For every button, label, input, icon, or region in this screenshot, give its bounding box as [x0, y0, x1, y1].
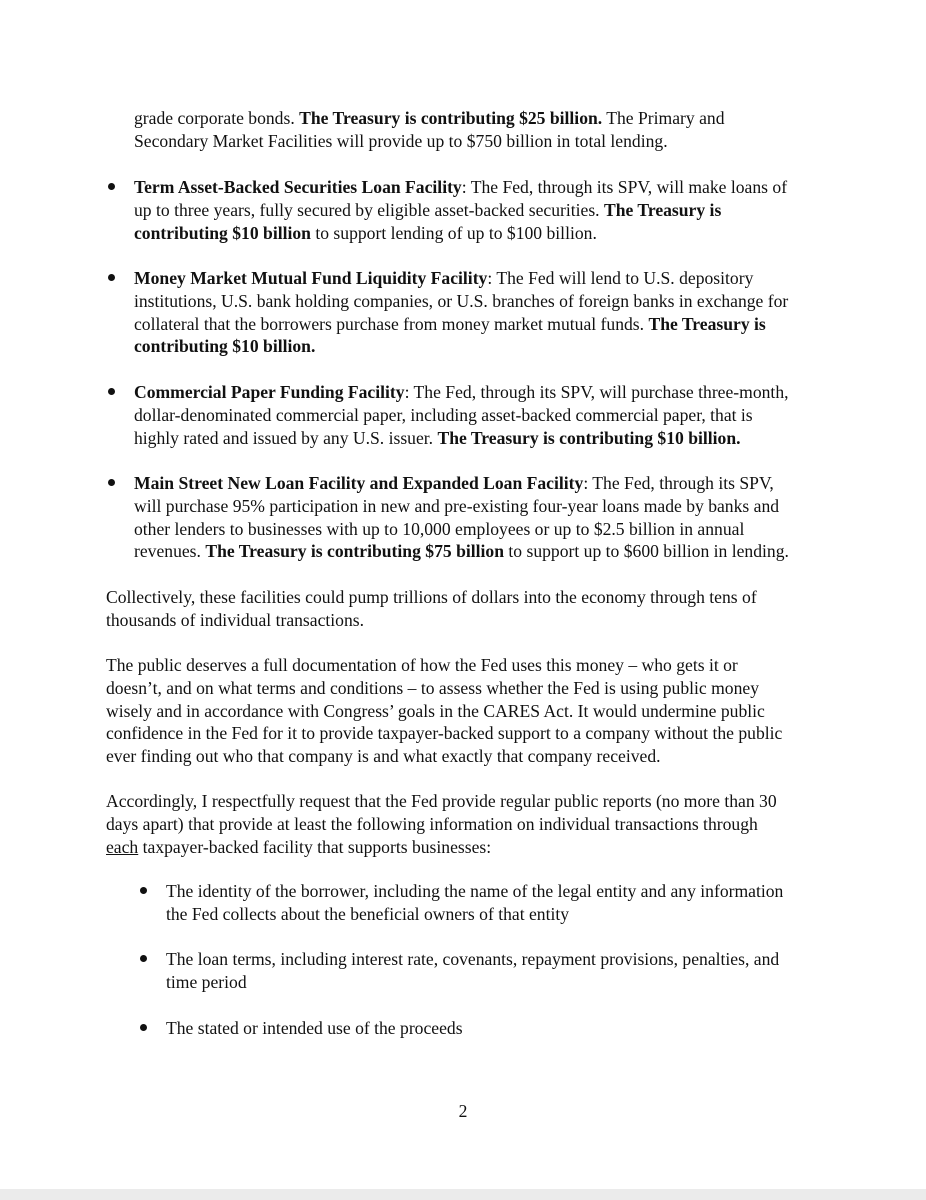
text-run: : The Fed will lend to U.S. depository [487, 268, 754, 288]
text-line: The stated or intended use of the proceeds [166, 1018, 463, 1038]
list-item-use-of-proceeds [166, 1017, 463, 1040]
text-run: : The Fed, through its SPV, [583, 473, 774, 493]
facility-name: Money Market Mutual Fund Liquidity Facility [134, 268, 488, 288]
bullet-icon [108, 479, 115, 486]
facility-item-cpff [134, 381, 789, 449]
bold-text-run: The Treasury is contributing $25 billion. [299, 108, 603, 128]
paragraph-request [106, 790, 777, 858]
bullet-icon [140, 955, 147, 962]
bullet-icon [108, 183, 115, 190]
text-line: days apart) that provide at least the following information on individual transactions through [106, 813, 758, 834]
text-line: other lenders to businesses with up to 10,000 employees or up to $2.5 billion in annual [134, 518, 745, 539]
text-run: to support lending of up to $100 billion. [310, 222, 597, 243]
bold-text-run: The Treasury is [603, 199, 722, 220]
list-item-borrower-identity [166, 880, 783, 926]
text-run: taxpayer-backed facility that supports businesses: [138, 836, 492, 857]
text-line: will purchase 95% participation in new and pre-existing four-year loans made by banks and [134, 495, 780, 516]
facility-item-mmlf [134, 267, 788, 358]
page-number: 2 [458, 1101, 468, 1121]
text-line: Collectively, these facilities could pump trillions of dollars into the economy through tens of [106, 587, 757, 607]
text-run: to support up to $600 billion in lending. [503, 541, 789, 562]
text-run: : The Fed, through its SPV, will make loans of [461, 177, 788, 197]
text-run: revenues. [134, 541, 206, 562]
text-run: : The Fed, through its SPV, will purchase three-month, [404, 382, 789, 402]
bullet-icon [108, 274, 115, 281]
bold-text-run: The Treasury is [648, 313, 766, 334]
paragraph-collectively [106, 586, 757, 632]
bold-text-run: The Treasury is contributing $10 billion. [437, 427, 741, 448]
bullet-icon [108, 388, 115, 395]
text-line: The loan terms, including interest rate, covenants, repayment provisions, penalties, and [166, 949, 780, 969]
text-line: The public deserves a full documentation of how the Fed uses this money – who gets it or [106, 655, 738, 675]
text-line: confidence in the Fed for it to provide taxpayer-backed support to a company without the public [106, 723, 783, 744]
text-line: institutions, U.S. bank holding companies, or U.S. branches of foreign banks in exchange for [134, 290, 789, 311]
text-line: Accordingly, I respectfully request that the Fed provide regular public reports (no more than 30 [106, 791, 777, 811]
facility-name: Term Asset-Backed Securities Loan Facility [134, 177, 462, 197]
text-line: wisely and in accordance with Congress’ goals in the CARES Act. It would undermine public [106, 700, 765, 721]
text-line: The identity of the borrower, including the name of the legal entity and any information [166, 881, 784, 901]
bold-text-run: The Treasury is contributing $75 billion [205, 541, 504, 562]
list-item-loan-terms [166, 948, 779, 994]
text-line: time period [166, 971, 247, 992]
text-line: the Fed collects about the beneficial owners of that entity [166, 903, 570, 924]
facility-name: Commercial Paper Funding Facility [134, 382, 405, 402]
intro-line-1 [134, 107, 725, 130]
text-run: grade corporate bonds. [134, 108, 300, 128]
text-line: ever finding out who that company is and what exactly that company received. [106, 746, 661, 767]
text-run: up to three years, fully secured by eligible asset-backed securities. [134, 199, 604, 220]
paragraph-public-documentation [106, 654, 782, 768]
text-run: highly rated and issued by any U.S. issuer. [134, 427, 438, 448]
text-run: collateral that the borrowers purchase from money market mutual funds. [134, 313, 649, 334]
facility-item-tals [134, 176, 787, 244]
facility-name: Main Street New Loan Facility and Expanded Loan Facility [134, 473, 584, 493]
text-line: dollar-denominated commercial paper, including asset-backed commercial paper, that is [134, 404, 753, 425]
bold-text-run: contributing $10 billion. [134, 336, 316, 357]
text-line: doesn’t, and on what terms and conditions – to assess whether the Fed is using public money [106, 677, 759, 698]
bullet-icon [140, 887, 147, 894]
intro-continuation [134, 107, 725, 153]
intro-line-2: Secondary Market Facilities will provide up to $750 billion in total lending. [134, 130, 668, 151]
underlined-text-run: each [106, 836, 139, 857]
text-line: thousands of individual transactions. [106, 609, 365, 630]
facility-item-main-street [134, 472, 789, 563]
text-run: The Primary and [602, 108, 725, 128]
bullet-icon [140, 1024, 147, 1031]
bold-text-run: contributing $10 billion [134, 222, 311, 243]
